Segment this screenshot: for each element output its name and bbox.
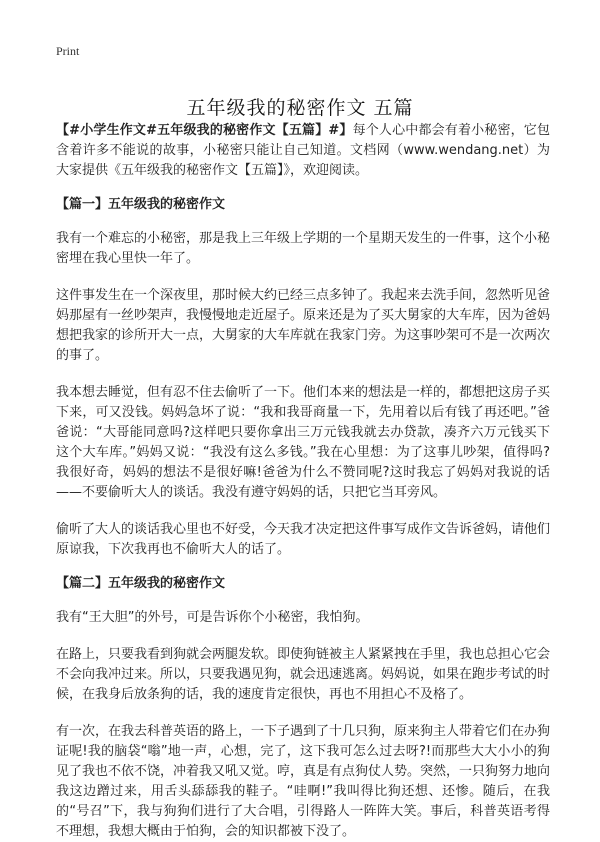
- section-2-paragraph-2: 在路上，只要我看到狗就会两腿发软。即使狗链被主人紧紧拽在手里，我也总担心它会不会向我冲过来。所以，只要我遇见狗，就会迅速逃离。妈妈说，如果在跑步考试的时候，在我身后放条狗的话，我的速度肯定很快，再也不用担心不及格了。: [56, 647, 551, 702]
- print-label: Print: [56, 44, 80, 58]
- section-2-paragraph-1: 我有“王大胆”的外号，可是告诉你个小秘密，我怕狗。: [56, 610, 369, 625]
- intro-tag: 【#小学生作文#五年级我的秘密作文【五篇】#】: [56, 123, 353, 138]
- section-2-paragraph-3: 有一次，在我去科普英语的路上，一下子遇到了十几只狗，原来狗主人带着它们在办狗证呢!我的脑袋“嗡”地一声，心想，完了，这下我可怎么过去呀?!而那些大大小小的狗见了我也不依不饶，冲着我又吼又觉。哼，真是有点狗仗人势。突然，一只狗努力地向我这边蹭过来，用舌头舔舔我的鞋子。“哇啊!”我叫得比狗还想、还惨。随后，在我的“号召”下，我与狗狗们进行了大合唱，引得路人一阵阵大笑。事后，科普英语考得不理想，我想大概由于怕狗，会的知识都被下没了。: [56, 724, 551, 839]
- document-title: 五年级我的秘密作文 五篇: [186, 96, 414, 119]
- section-1-paragraph-4: 偷听了大人的谈话我心里也不好受，今天我才决定把这件事写成作文告诉爸妈，请他们原谅我，下次我再也不偷听大人的话了。: [56, 522, 551, 557]
- section-1-paragraph-2: 这件事发生在一个深夜里，那时候大约已经三点多钟了。我起来去洗手间，忽然听见爸妈那屋有一丝吵架声，我慢慢地走近屋子。原来还是为了买大舅家的大车库，因为爸妈想把我家的诊所开大一点，大舅家的大车库就在我家门旁。为这事吵架可不是一次两次的事了。: [56, 288, 551, 363]
- section-1-heading: 【篇一】五年级我的秘密作文: [56, 197, 226, 212]
- section-1-paragraph-1: 我有一个难忘的小秘密，那是我上三年级上学期的一个星期天发生的一件事，这个小秘密埋在我心里快一年了。: [56, 231, 551, 266]
- document-body: [56, 121, 550, 842]
- section-1-paragraph-3: 我本想去睡觉，但有忍不住去偷听了一下。他们本来的想法是一样的，都想把这房子买下来，可又没钱。妈妈急坏了说：“我和我哥商量一下，先用着以后有钱了再还吧。”爸爸说：“大哥能同意吗?这样吧只要你拿出三万元钱我就去办贷款，凑齐六万元钱买下这个大车库。”妈妈又说：“我没有这么多钱。”我在心里想：为了这事儿吵架，值得吗?我很好奇，妈妈的想法不是很好嘛!爸爸为什么不赞同呢?这时我忘了妈妈对我说的话——不要偷听大人的谈话。我没有遵守妈妈的话，只把它当耳旁风。: [56, 385, 551, 500]
- section-2-heading: 【篇二】五年级我的秘密作文: [56, 576, 226, 591]
- intro-text: 每个人心中都会有着小秘密，它包含着许多不能说的故事，小秘密只能让自己知道。文档网（www.wendang.net）为大家提供《五年级我的秘密作文【五篇】》，欢迎阅读。: [56, 123, 550, 178]
- intro-paragraph: [56, 121, 550, 181]
